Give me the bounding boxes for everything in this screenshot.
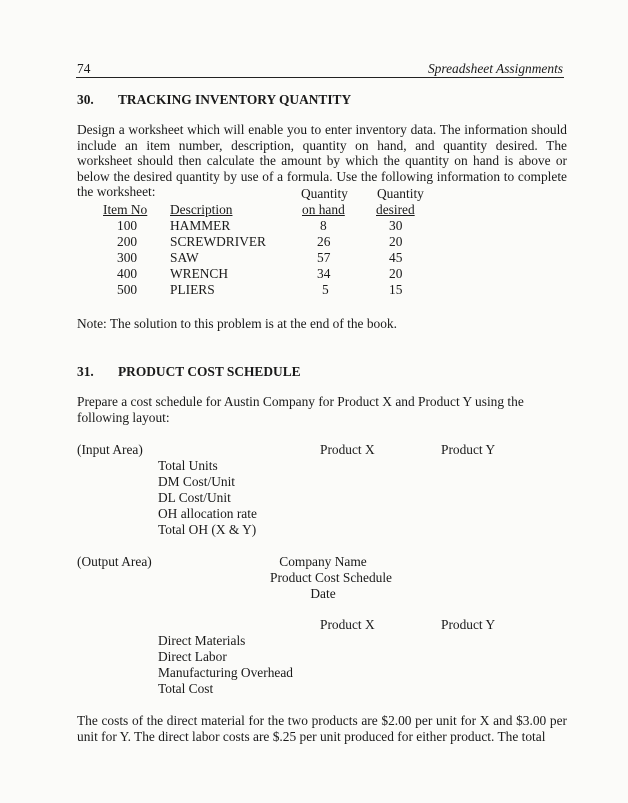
desired-cell: 30 bbox=[389, 218, 403, 233]
header-desired: desired bbox=[376, 202, 415, 217]
description-cell: PLIERS bbox=[170, 282, 215, 297]
section-31-closing: The costs of the direct material for the two products are $2.00 per unit for X and $3.00 per unit for Y. The direct labor costs are $.25 per unit produced for either product. The total bbox=[77, 713, 567, 744]
on-hand-cell: 26 bbox=[317, 234, 331, 249]
section-31-title: PRODUCT COST SCHEDULE bbox=[118, 364, 301, 379]
desired-cell: 20 bbox=[389, 234, 403, 249]
desired-cell: 45 bbox=[389, 250, 403, 265]
section-30-note: Note: The solution to this problem is at the end of the book. bbox=[77, 316, 397, 331]
header-quantity-on-hand-top: Quantity bbox=[301, 186, 348, 201]
output-product-y-header: Product Y bbox=[441, 617, 496, 632]
header-quantity-desired-top: Quantity bbox=[377, 186, 424, 201]
input-row-label: OH allocation rate bbox=[158, 506, 257, 521]
output-row-label: Direct Materials bbox=[158, 633, 246, 648]
desired-cell: 15 bbox=[389, 282, 403, 297]
input-row-label: DM Cost/Unit bbox=[158, 474, 236, 489]
section-31-number: 31. bbox=[77, 364, 94, 379]
on-hand-cell: 5 bbox=[322, 282, 329, 297]
running-title: Spreadsheet Assignments bbox=[427, 61, 563, 76]
item-no-cell: 400 bbox=[117, 266, 138, 281]
output-heading-schedule: Product Cost Schedule bbox=[270, 570, 392, 585]
item-no-cell: 100 bbox=[117, 218, 138, 233]
table-row bbox=[0, 282, 628, 298]
input-area-label: (Input Area) bbox=[77, 442, 143, 457]
input-row-label: Total Units bbox=[158, 458, 218, 473]
section-31-intro: Prepare a cost schedule for Austin Company for Product X and Product Y using the following layout: bbox=[77, 394, 524, 425]
table-row bbox=[0, 218, 628, 234]
table-header bbox=[0, 202, 628, 218]
description-cell: HAMMER bbox=[170, 218, 231, 233]
section-30-title: TRACKING INVENTORY QUANTITY bbox=[118, 92, 352, 107]
table-header-top bbox=[0, 186, 628, 202]
input-row-label: Total OH (X & Y) bbox=[158, 522, 257, 537]
on-hand-cell: 57 bbox=[317, 250, 331, 265]
input-product-y-header: Product Y bbox=[441, 442, 496, 457]
output-row-label: Total Cost bbox=[158, 681, 214, 696]
item-no-cell: 200 bbox=[117, 234, 138, 249]
desired-cell: 20 bbox=[389, 266, 403, 281]
header-rule bbox=[76, 77, 564, 78]
description-cell: SAW bbox=[170, 250, 199, 265]
on-hand-cell: 34 bbox=[317, 266, 331, 281]
item-no-cell: 300 bbox=[117, 250, 138, 265]
output-row-label: Direct Labor bbox=[158, 649, 227, 664]
table-row bbox=[0, 234, 628, 250]
input-product-x-header: Product X bbox=[320, 442, 375, 457]
output-heading-company: Company Name bbox=[279, 554, 367, 569]
header-item-no: Item No bbox=[103, 202, 148, 217]
header-on-hand: on hand bbox=[302, 202, 345, 217]
on-hand-cell: 8 bbox=[320, 218, 327, 233]
header-description: Description bbox=[170, 202, 233, 217]
section-30-number: 30. bbox=[77, 92, 94, 107]
section-30-intro: Design a worksheet which will enable you to enter inventory data. The information should include an item number, description, quantity on hand, and quantity desired. The worksheet should then calculate the amount by which the quantity on hand is above or below the desired quantity by use of a formula. Use the following information to complete the worksheet: bbox=[77, 122, 567, 200]
item-no-cell: 500 bbox=[117, 282, 138, 297]
table-row bbox=[0, 266, 628, 282]
output-heading-date: Date bbox=[310, 586, 336, 601]
table-row bbox=[0, 250, 628, 266]
output-product-x-header: Product X bbox=[320, 617, 375, 632]
output-area-label: (Output Area) bbox=[77, 554, 152, 569]
input-row-label: DL Cost/Unit bbox=[158, 490, 231, 505]
description-cell: WRENCH bbox=[170, 266, 229, 281]
page-number: 74 bbox=[77, 61, 91, 76]
output-row-label: Manufacturing Overhead bbox=[158, 665, 293, 680]
description-cell: SCREWDRIVER bbox=[170, 234, 266, 249]
